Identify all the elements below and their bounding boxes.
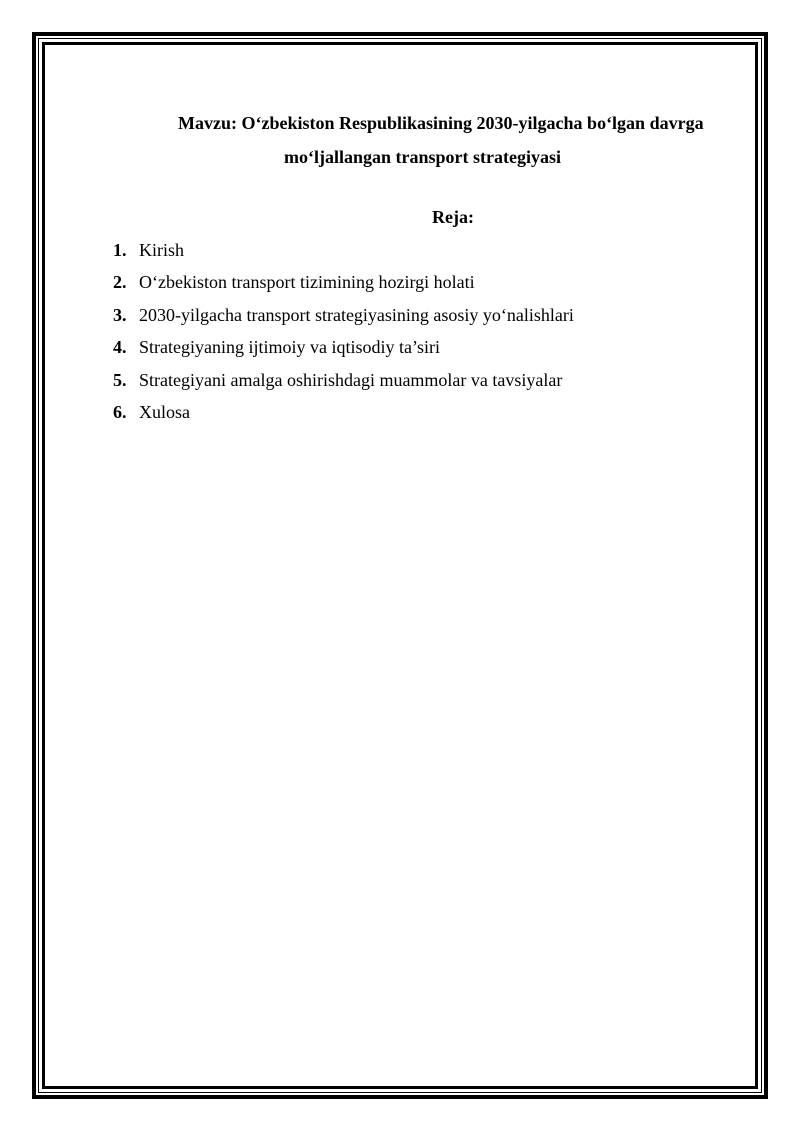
plan-item-5	[113, 367, 574, 399]
plan-item-3	[113, 302, 574, 334]
plan-item-number: 3.	[113, 304, 127, 325]
plan-item-text: Strategiyani amalga oshirishdagi muammolar va tavsiyalar	[139, 369, 563, 390]
document-title	[110, 106, 795, 174]
plan-item-text: Kirish	[139, 240, 184, 260]
plan-item-number: 5.	[113, 369, 127, 390]
title-line-1: Mavzu: O‘zbekiston Respublikasining 2030-yilgacha bo‘lgan davrga	[178, 113, 704, 133]
plan-item-2	[113, 269, 574, 301]
plan-item-number: 1.	[113, 240, 127, 260]
plan-item-number: 2.	[113, 272, 127, 293]
page-border-inner	[42, 42, 758, 1089]
plan-heading: Reja:	[432, 207, 474, 227]
plan-item-number: 6.	[113, 401, 127, 422]
plan-item-1	[113, 237, 574, 269]
plan-item-number: 4.	[113, 337, 127, 358]
plan-item-4	[113, 334, 574, 366]
plan-item-text: Xulosa	[139, 401, 190, 422]
title-line-2: mo‘ljallangan transport strategiyasi	[284, 147, 561, 167]
plan-item-text: Strategiyaning ijtimoiy va iqtisodiy ta’siri	[139, 337, 440, 358]
plan-item-text: O‘zbekiston transport tizimining hozirgi holati	[139, 272, 475, 293]
plan-item-text: 2030-yilgacha transport strategiyasining asosiy yo‘nalishlari	[139, 304, 574, 325]
plan-list	[113, 237, 574, 431]
plan-item-6	[113, 399, 574, 431]
